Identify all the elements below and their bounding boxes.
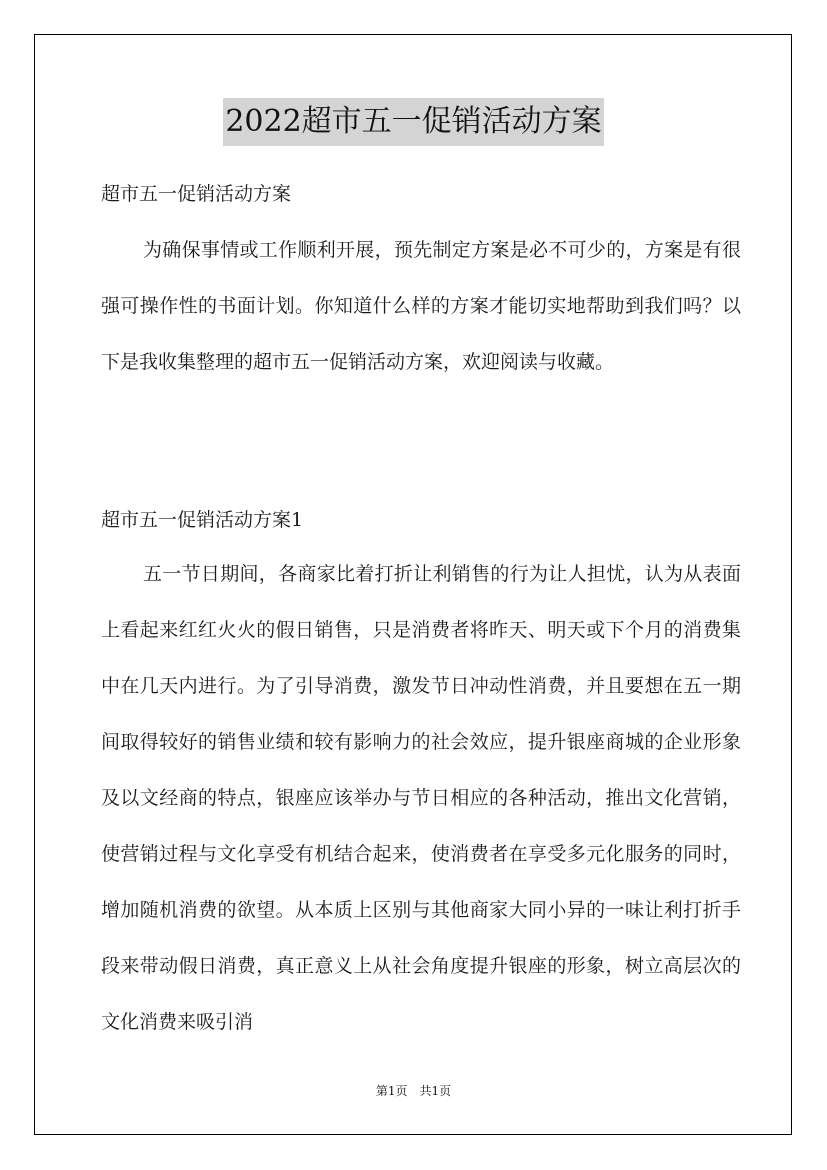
intro-paragraph: 为确保事情或工作顺利开展，预先制定方案是必不可少的，方案是有很强可操作性的书面计划。你知道什么样的方案才能切实地帮助到我们吗？以下是我收集整理的超市五一促销活动方案，欢迎阅读与收藏。 (101, 239, 741, 373)
title-container (0, 98, 827, 146)
subheading-intro: 超市五一促销活动方案 (101, 183, 292, 205)
subheading-plan-1: 超市五一促销活动方案1 (101, 509, 304, 531)
page-footer: 第1页 共1页 (375, 1084, 452, 1098)
document-title: 2022超市五一促销活动方案 (223, 98, 603, 146)
body-paragraph: 五一节日期间，各商家比着打折让利销售的行为让人担忧，认为从表面上看起来红红火火的假日销售，只是消费者将昨天、明天或下个月的消费集中在几天内进行。为了引导消费，激发节日冲动性消费，并且要想在五一期间取得较好的销售业绩和较有影响力的社会效应，提升银座商城的企业形象及以文经商的特点，银座应该举办与节日相应的各种活动，推出文化营销，使营销过程与文化享受有机结合起来，使消费者在享受多元化服务的同时，增加随机消费的欲望。从本质上区别与其他商家大同小异的一味让利打折手段来带动假日消费，真正意义上从社会角度提升银座的形象，树立高层次的文化消费来吸引消 (101, 563, 741, 1033)
